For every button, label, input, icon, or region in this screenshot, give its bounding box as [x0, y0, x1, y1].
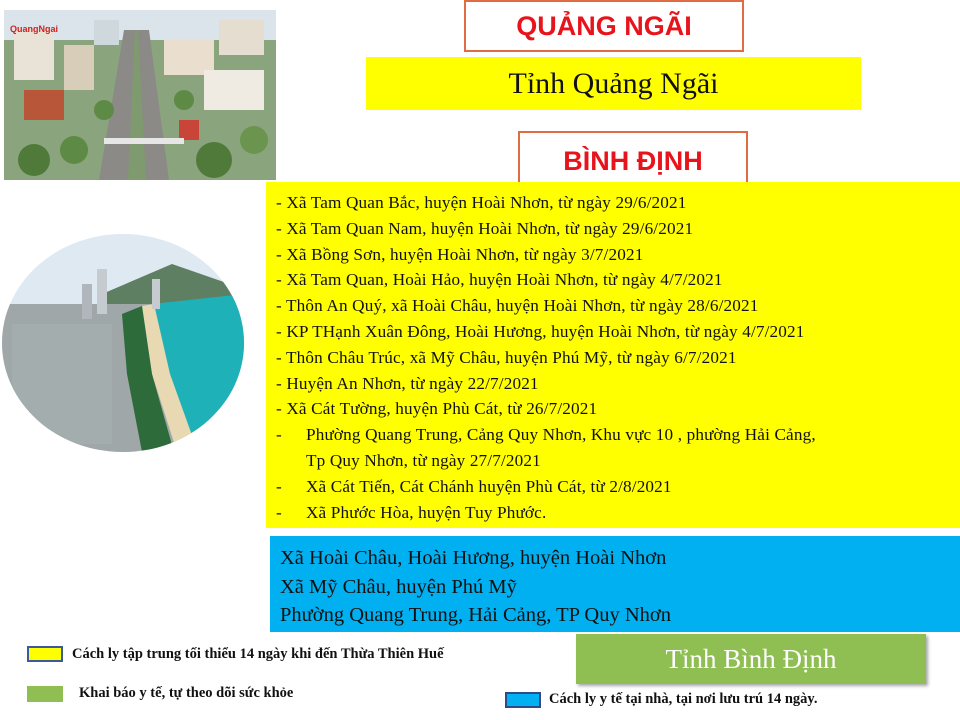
- legend-green-swatch: [27, 686, 63, 702]
- list-item: - Thôn An Quý, xã Hoài Châu, huyện Hoài Nhơn, từ ngày 28/6/2021: [276, 296, 759, 316]
- list-item: - KP THạnh Xuân Đông, Hoài Hương, huyện Hoài Nhơn, từ ngày 4/7/2021: [276, 321, 805, 341]
- quang-ngai-header: QUẢNG NGÃI: [464, 0, 744, 52]
- binh-dinh-header: BÌNH ĐỊNH: [518, 131, 748, 183]
- list-item: - Xã Bồng Sơn, huyện Hoài Nhơn, từ ngày 3/7/2021: [276, 244, 644, 264]
- beach-aerial-illustration: [2, 234, 244, 452]
- list-item: - Xã Tam Quan Nam, huyện Hoài Nhơn, từ ngày 29/6/2021: [276, 218, 694, 238]
- list-item: - Thôn Châu Trúc, xã Mỹ Châu, huyện Phú Mỹ, từ ngày 6/7/2021: [276, 347, 737, 367]
- city-aerial-illustration: [4, 10, 276, 180]
- city-photo-watermark: QuangNgai: [10, 24, 59, 34]
- list-item: - Xã Cát Tường, huyện Phù Cát, từ 26/7/2021: [276, 399, 598, 419]
- list-item: Xã Hoài Châu, Hoài Hương, huyện Hoài Nhơn: [280, 547, 667, 569]
- concentrated-quarantine-list: [266, 182, 960, 528]
- legend-yellow-swatch: [27, 646, 63, 662]
- list-item: - Phường Quang Trung, Cảng Quy Nhơn, Khu vực 10 , phường Hải Cảng,: [276, 425, 816, 445]
- legend-yellow-label: Cách ly tập trung tối thiểu 14 ngày khi đến Thừa Thiên Huế: [72, 646, 444, 662]
- quang-ngai-province-banner: Tỉnh Quảng Ngãi: [366, 57, 861, 110]
- quang-ngai-city-photo: [4, 10, 276, 180]
- legend-green-label: Khai báo y tế, tự theo dõi sức khỏe: [79, 685, 294, 701]
- list-item: - Xã Phước Hòa, huyện Tuy Phước.: [276, 502, 547, 522]
- binh-dinh-beach-photo: [2, 234, 244, 452]
- list-item-continuation: Tp Quy Nhơn, từ ngày 27/7/2021: [306, 450, 541, 470]
- home-quarantine-list: [270, 536, 960, 632]
- list-item: - Xã Tam Quan, Hoài Hảo, huyện Hoài Nhơn, từ ngày 4/7/2021: [276, 270, 723, 290]
- legend-blue-label: Cách ly y tế tại nhà, tại nơi lưu trú 14 ngày.: [549, 691, 818, 707]
- list-item: - Xã Tam Quan Bắc, huyện Hoài Nhơn, từ ngày 29/6/2021: [276, 193, 687, 212]
- list-item: Xã Mỹ Châu, huyện Phú Mỹ: [280, 575, 517, 598]
- legend-blue-swatch: [505, 692, 541, 708]
- list-item: - Huyện An Nhơn, từ ngày 22/7/2021: [276, 373, 539, 393]
- binh-dinh-province-banner: Tỉnh Bình Định: [576, 634, 926, 684]
- list-item: - Xã Cát Tiến, Cát Chánh huyện Phù Cát, từ 2/8/2021: [276, 476, 672, 496]
- list-item: Phường Quang Trung, Hải Cảng, TP Quy Nhơn: [280, 604, 672, 626]
